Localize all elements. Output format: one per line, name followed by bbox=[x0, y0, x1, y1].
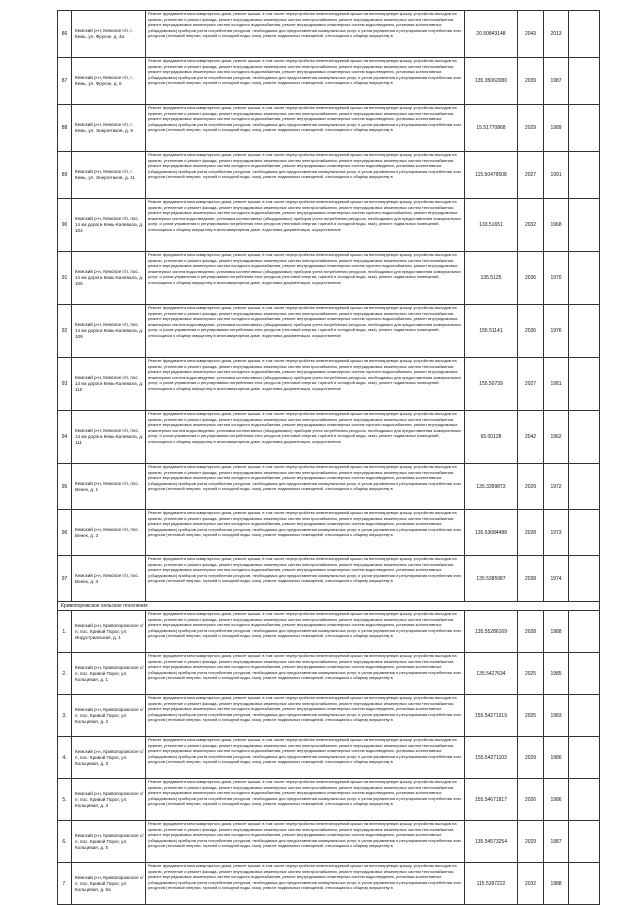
table-row bbox=[58, 252, 600, 305]
row-number: 2. bbox=[58, 653, 72, 695]
row-repair-year: 2028 bbox=[518, 611, 544, 653]
row-build-year: 1985 bbox=[544, 653, 569, 695]
row-repair-year: 2032 bbox=[518, 199, 544, 252]
row-value: 135.35062080 bbox=[465, 58, 518, 105]
row-works-description: Ремонт фундамента многоквартирного дома, ремонт крыши, в том числе переустройство невентилируемой крыши на вентилируемую крышу, устройство выходов на кровлю, утепление и ремонт фасада, ремонт внутридомовых инженерных систем электроснабжения, ремонт внутридомовых инженерных систем теплоснабжения, ремонт внутридомовых инженерных систем холодного водоснабжения, ремонт внутридомовых инженерных систем водоотведения, установка коллективных (общедомовых) приборов учета потребления ресурсов, необходимых для предоставления коммунальных услуг, и узлов управления и регулирования потребления этих ресурсов (тепловой энергии, горячей и холодной воды, газа), ремонт подвальных помещений, относящихся к общему имуществу в bbox=[146, 464, 465, 510]
table-row bbox=[58, 653, 600, 695]
row-value: 65.00128 bbox=[465, 411, 518, 464]
table-row bbox=[58, 411, 600, 464]
row-number: 6. bbox=[58, 821, 72, 863]
row-works-description: Ремонт фундамента многоквартирного дома, ремонт крыши, в том числе переустройство невентилируемой крыши на вентилируемую крышу, устройство выходов на кровлю, утепление и ремонт фасада, ремонт внутридомовых инженерных систем электроснабжения, ремонт внутридомовых инженерных систем теплоснабжения, ремонт внутридомовых инженерных систем холодного водоснабжения, ремонт внутридомовых инженерных систем горячего водоснабжения, ремонт внутридомовых инженерных систем водоотведения, установка коллективных (общедомовых) приборов учета потребления ресурсов, необходимых для предоставления коммунальных услуг, и узлов управления и регулирования потребления этих ресурсов (тепловой энергии, горячей и холодной воды, газа), ремонт подвальных помещений, относящихся к общему имуществу в многоквартирном доме, подготовка документации, осуществление bbox=[146, 252, 465, 305]
row-address: Кемский р-н, Кемское г/п, пос. Венек, д. 3 bbox=[72, 556, 146, 602]
row-value: 115.5397222 bbox=[465, 863, 518, 905]
row-value: 155.51141 bbox=[465, 305, 518, 358]
row-build-year: 1989 bbox=[544, 105, 569, 152]
document-page bbox=[57, 10, 585, 905]
row-value: 155.54271319 bbox=[465, 695, 518, 737]
table-section-14km bbox=[58, 199, 600, 464]
row-value: 155.50739 bbox=[465, 358, 518, 411]
row-address: Кемский р-н, Кривопорожское с/п, пос. Кривой Порог, ул. Кольцевая, д. 4 bbox=[72, 779, 146, 821]
row-value: 135.53684488 bbox=[465, 510, 518, 556]
row-address: Кемский р-н, Кривопорожское с/п, пос. Кривой Порог, ул. Кольцевая, д. 5а bbox=[72, 863, 146, 905]
row-repair-year: 2036 bbox=[518, 305, 544, 358]
row-build-year: 1988 bbox=[544, 611, 569, 653]
row-address: Кемский р-н, Кривопорожское с/п, пос. Кривой Порог, ул. Кольцевая, д. 1 bbox=[72, 653, 146, 695]
row-build-year: 1974 bbox=[544, 556, 569, 602]
row-build-year: 2013 bbox=[544, 11, 569, 58]
section-header-row bbox=[58, 602, 600, 611]
row-address: Кемский р-н, Кемское г/п, пос. Венек, д. 3 bbox=[72, 510, 146, 556]
row-repair-year: 2038 bbox=[518, 556, 544, 602]
row-address: Кемский р-н, Кемское г/п, г. Кемь, ул. Фрунзе, д. 4а bbox=[72, 11, 146, 58]
row-number: 1. bbox=[58, 611, 72, 653]
row-repair-year: 2027 bbox=[518, 358, 544, 411]
row-empty-cell bbox=[569, 821, 600, 863]
table-row bbox=[58, 58, 600, 105]
row-value: 135.5125 bbox=[465, 252, 518, 305]
row-works-description: Ремонт фундамента многоквартирного дома, ремонт крыши, в том числе переустройство невентилируемой крыши на вентилируемую крышу, устройство выходов на кровлю, утепление и ремонт фасада, ремонт внутридомовых инженерных систем электроснабжения, ремонт внутридомовых инженерных систем теплоснабжения, ремонт внутридомовых инженерных систем холодного водоснабжения, ремонт внутридомовых инженерных систем горячего водоснабжения, ремонт внутридомовых инженерных систем водоотведения, установка коллективных (общедомовых) приборов учета потребления ресурсов, необходимых для предоставления коммунальных услуг, и узлов управления и регулирования потребления этих ресурсов (тепловой энергии, горячей и холодной воды, газа), ремонт подвальных помещений, относящихся к общему имуществу в многоквартирном доме, подготовка документации, осуществление bbox=[146, 199, 465, 252]
row-number: 91 bbox=[58, 252, 72, 305]
row-address: Кемский р-н, Кемское г/п, пос. 14 км дороги Кемь-Калевала, д. 105 bbox=[72, 252, 146, 305]
row-works-description: Ремонт фундамента многоквартирного дома, ремонт крыши, в том числе переустройство невентилируемой крыши на вентилируемую крышу, устройство выходов на кровлю, утепление и ремонт фасада, ремонт внутридомовых инженерных систем электроснабжения, ремонт внутридомовых инженерных систем теплоснабжения, ремонт внутридомовых инженерных систем холодного водоснабжения, ремонт внутридомовых инженерных систем водоотведения, установка коллективных (общедомовых) приборов учета потребления ресурсов, необходимых для предоставления коммунальных услуг, и узлов управления и регулирования потребления этих ресурсов (тепловой энергии, горячей и холодной воды, газа), ремонт подвальных помещений, относящихся к общему имуществу в bbox=[146, 695, 465, 737]
row-build-year: 1973 bbox=[544, 510, 569, 556]
row-works-description: Ремонт фундамента многоквартирного дома, ремонт крыши, в том числе переустройство невентилируемой крыши на вентилируемую крышу, устройство выходов на кровлю, утепление и ремонт фасада, ремонт внутридомовых инженерных систем электроснабжения, ремонт внутридомовых инженерных систем теплоснабжения, ремонт внутридомовых инженерных систем холодного водоснабжения, ремонт внутридомовых инженерных систем водоотведения, установка коллективных (общедомовых) приборов учета потребления ресурсов, необходимых для предоставления коммунальных услуг, и узлов управления и регулирования потребления этих ресурсов (тепловой энергии, горячей и холодной воды, газа), ремонт подвальных помещений, относящихся к общему имуществу в bbox=[146, 510, 465, 556]
row-repair-year: 2039 bbox=[518, 58, 544, 105]
table-section-header bbox=[58, 602, 600, 611]
row-build-year: 1972 bbox=[544, 464, 569, 510]
row-works-description: Ремонт фундамента многоквартирного дома, ремонт крыши, в том числе переустройство невентилируемой крыши на вентилируемую крышу, устройство выходов на кровлю, утепление и ремонт фасада, ремонт внутридомовых инженерных систем электроснабжения, ремонт внутридомовых инженерных систем теплоснабжения, ремонт внутридомовых инженерных систем холодного водоснабжения, ремонт внутридомовых инженерных систем горячего водоснабжения, ремонт внутридомовых инженерных систем водоотведения, установка коллективных (общедомовых) приборов учета потребления ресурсов, необходимых для предоставления коммунальных услуг, и узлов управления и регулирования потребления этих ресурсов (тепловой энергии, горячей и холодной воды, газа), ремонт подвальных помещений, относящихся к общему имуществу в многоквартирном доме, подготовка документации, осуществление bbox=[146, 358, 465, 411]
row-empty-cell bbox=[569, 358, 600, 411]
row-build-year: 1981 bbox=[544, 358, 569, 411]
row-repair-year: 2027 bbox=[518, 152, 544, 199]
row-address: Кемский р-н, Кривопорожское с/п, пос. Кривой Порог, ул. Кольцевая, д. 2 bbox=[72, 695, 146, 737]
row-works-description: Ремонт фундамента многоквартирного дома, ремонт крыши, в том числе переустройство невентилируемой крыши на вентилируемую крышу, устройство выходов на кровлю, утепление и ремонт фасада, ремонт внутридомовых инженерных систем электроснабжения, ремонт внутридомовых инженерных систем теплоснабжения, ремонт внутридомовых инженерных систем холодного водоснабжения, ремонт внутридомовых инженерных систем водоотведения, установка коллективных (общедомовых) приборов учета потребления ресурсов, необходимых для предоставления коммунальных услуг, и узлов управления и регулирования потребления этих ресурсов (тепловой энергии, горячей и холодной воды, газа), ремонт подвальных помещений, относящихся к общему имуществу в bbox=[146, 58, 465, 105]
row-address: Кемский р-н, Кемское г/п, г. Кемь, ул. Энергетиков, д. 9 bbox=[72, 105, 146, 152]
row-empty-cell bbox=[569, 305, 600, 358]
row-address: Кемский р-н, Кемское г/п, пос. 14 км дороги Кемь-Калевала, д. 111 bbox=[72, 411, 146, 464]
row-address: Кемский р-н, Кривопорожское с/п, пос. Кривой Порог, ул. Кольцевая, д. 5 bbox=[72, 821, 146, 863]
row-repair-year: 2029 bbox=[518, 821, 544, 863]
row-repair-year: 2029 bbox=[518, 464, 544, 510]
row-number: 96 bbox=[58, 510, 72, 556]
row-address: Кемский р-н, Кемское г/п, г. Кемь, ул. Энергетиков, д. 11 bbox=[72, 152, 146, 199]
row-build-year: 1986 bbox=[544, 779, 569, 821]
row-works-description: Ремонт фундамента многоквартирного дома, ремонт крыши, в том числе переустройство невентилируемой крыши на вентилируемую крышу, устройство выходов на кровлю, утепление и ремонт фасада, ремонт внутридомовых инженерных систем электроснабжения, ремонт внутридомовых инженерных систем теплоснабжения, ремонт внутридомовых инженерных систем холодного водоснабжения, ремонт внутридомовых инженерных систем водоотведения, установка коллективных (общедомовых) приборов учета потребления ресурсов, необходимых для предоставления коммунальных услуг, и узлов управления и регулирования потребления этих ресурсов (тепловой энергии, горячей и холодной воды, газа), ремонт подвальных помещений, относящихся к общему имуществу в bbox=[146, 737, 465, 779]
row-empty-cell bbox=[569, 152, 600, 199]
row-repair-year: 2032 bbox=[518, 863, 544, 905]
table-row bbox=[58, 464, 600, 510]
row-value: 135.5427634 bbox=[465, 653, 518, 695]
row-empty-cell bbox=[569, 510, 600, 556]
row-address: Кемский р-н, Кемское г/п, г. Кемь, ул. Фрунзе, д. 6 bbox=[72, 58, 146, 105]
row-number: 89 bbox=[58, 152, 72, 199]
row-build-year: 1991 bbox=[544, 152, 569, 199]
row-build-year: 1976 bbox=[544, 305, 569, 358]
table-row bbox=[58, 611, 600, 653]
row-number: 95 bbox=[58, 464, 72, 510]
row-address: Кемский р-н, Кемское г/п, пос. 14 км дороги Кемь-Калевала, д. 104 bbox=[72, 199, 146, 252]
row-empty-cell bbox=[569, 11, 600, 58]
row-empty-cell bbox=[569, 737, 600, 779]
section-title: Кривопорожское сельское поселение bbox=[58, 602, 600, 611]
table-section-venek bbox=[58, 464, 600, 602]
capital-repair-table bbox=[57, 10, 600, 905]
row-build-year: 1987 bbox=[544, 58, 569, 105]
table-row bbox=[58, 863, 600, 905]
row-build-year: 1968 bbox=[544, 199, 569, 252]
row-address: Кемский р-н, Кемское г/п, пос. 14 км дороги Кемь-Калевала, д. 109 bbox=[72, 305, 146, 358]
row-repair-year: 2026 bbox=[518, 779, 544, 821]
row-value: 20.50843148 bbox=[465, 11, 518, 58]
table-row bbox=[58, 11, 600, 58]
row-repair-year: 2025 bbox=[518, 695, 544, 737]
row-number: 5. bbox=[58, 779, 72, 821]
row-repair-year: 2042 bbox=[518, 411, 544, 464]
table-section-krivoporozhskoe bbox=[58, 611, 600, 905]
row-works-description: Ремонт фундамента многоквартирного дома, ремонт крыши, в том числе переустройство невентилируемой крыши на вентилируемую крышу, устройство выходов на кровлю, утепление и ремонт фасада, ремонт внутридомовых инженерных систем электроснабжения, ремонт внутридомовых инженерных систем теплоснабжения, ремонт внутридомовых инженерных систем холодного водоснабжения, ремонт внутридомовых инженерных систем горячего водоснабжения, ремонт внутридомовых инженерных систем водоотведения, установка коллективных (общедомовых) приборов учета потребления ресурсов, необходимых для предоставления коммунальных услуг, и узлов управления и регулирования потребления этих ресурсов (тепловой энергии, горячей и холодной воды, газа), ремонт подвальных помещений, относящихся к общему имуществу в многоквартирном доме, подготовка документации, осуществление bbox=[146, 305, 465, 358]
row-build-year: 1983 bbox=[544, 695, 569, 737]
table-row bbox=[58, 821, 600, 863]
row-number: 7. bbox=[58, 863, 72, 905]
row-number: 4. bbox=[58, 737, 72, 779]
table-row bbox=[58, 737, 600, 779]
row-empty-cell bbox=[569, 779, 600, 821]
row-number: 94 bbox=[58, 411, 72, 464]
row-works-description: Ремонт фундамента многоквартирного дома, ремонт крыши, в том числе переустройство невентилируемой крыши на вентилируемую крышу, устройство выходов на кровлю, утепление и ремонт фасада, ремонт внутридомовых инженерных систем электроснабжения, ремонт внутридомовых инженерных систем теплоснабжения, ремонт внутридомовых инженерных систем холодного водоснабжения, ремонт внутридомовых инженерных систем водоотведения, установка коллективных (общедомовых) приборов учета потребления ресурсов, необходимых для предоставления коммунальных услуг, и узлов управления и регулирования потребления этих ресурсов (тепловой энергии, горячей и холодной воды, газа), ремонт подвальных помещений, относящихся к общему имуществу в bbox=[146, 863, 465, 905]
row-address: Кемский р-н, Кемское г/п, пос. 14 км дороги Кемь-Калевала, д. 110 bbox=[72, 358, 146, 411]
row-value: 133.51651 bbox=[465, 199, 518, 252]
row-works-description: Ремонт фундамента многоквартирного дома, ремонт крыши, в том числе переустройство невентилируемой крыши на вентилируемую крышу, устройство выходов на кровлю, утепление и ремонт фасада, ремонт внутридомовых инженерных систем электроснабжения, ремонт внутридомовых инженерных систем теплоснабжения, ремонт внутридомовых инженерных систем холодного водоснабжения, ремонт внутридомовых инженерных систем водоотведения, установка коллективных (общедомовых) приборов учета потребления ресурсов, необходимых для предоставления коммунальных услуг, и узлов управления и регулирования потребления этих ресурсов (тепловой энергии, горячей и холодной воды, газа), ремонт подвальных помещений, относящихся к общему имуществу в bbox=[146, 105, 465, 152]
table-row bbox=[58, 199, 600, 252]
row-number: 97 bbox=[58, 556, 72, 602]
row-address: Кемский р-н, Кемское г/п, пос. Венек, д. 1 bbox=[72, 464, 146, 510]
row-value: 155.54271103 bbox=[465, 737, 518, 779]
table-row bbox=[58, 105, 600, 152]
table-row bbox=[58, 305, 600, 358]
row-value: 135.55286169 bbox=[465, 611, 518, 653]
table-row bbox=[58, 152, 600, 199]
row-address: Кемский р-н, Кривопорожское с/п, пос. Кривой Порог, ул. Индустриальная, д. 1 bbox=[72, 611, 146, 653]
row-empty-cell bbox=[569, 105, 600, 152]
row-works-description: Ремонт фундамента многоквартирного дома, ремонт крыши, в том числе переустройство невентилируемой крыши на вентилируемую крышу, устройство выходов на кровлю, утепление и ремонт фасада, ремонт внутридомовых инженерных систем электроснабжения, ремонт внутридомовых инженерных систем теплоснабжения, ремонт внутридомовых инженерных систем холодного водоснабжения, ремонт внутридомовых инженерных систем водоотведения, установка коллективных (общедомовых) приборов учета потребления ресурсов, необходимых для предоставления коммунальных услуг, и узлов управления и регулирования потребления этих ресурсов (тепловой энергии, горячей и холодной воды, газа), ремонт подвальных помещений, относящихся к общему имуществу в bbox=[146, 152, 465, 199]
row-value: 135.3399873 bbox=[465, 464, 518, 510]
row-address: Кемский р-н, Кривопорожское с/п, пос. Кривой Порог, ул. Кольцевая, д. 3 bbox=[72, 737, 146, 779]
row-build-year: 1962 bbox=[544, 411, 569, 464]
row-empty-cell bbox=[569, 411, 600, 464]
row-number: 92 bbox=[58, 305, 72, 358]
row-repair-year: 2029 bbox=[518, 105, 544, 152]
row-number: 90 bbox=[58, 199, 72, 252]
row-number: 88 bbox=[58, 105, 72, 152]
row-value: 135.54573254 bbox=[465, 821, 518, 863]
row-works-description: Ремонт фундамента многоквартирного дома, ремонт крыши, в том числе переустройство невентилируемой крыши на вентилируемую крышу, устройство выходов на кровлю, утепление и ремонт фасада, ремонт внутридомовых инженерных систем электроснабжения, ремонт внутридомовых инженерных систем теплоснабжения, ремонт внутридомовых инженерных систем холодного водоснабжения, ремонт внутридомовых инженерных систем водоотведения, установка коллективных (общедомовых) приборов учета потребления ресурсов, необходимых для предоставления коммунальных услуг, и узлов управления и регулирования потребления этих ресурсов (тепловой энергии, горячей и холодной воды, газа), ремонт подвальных помещений, относящихся к общему имуществу в bbox=[146, 821, 465, 863]
row-number: 93 bbox=[58, 358, 72, 411]
row-empty-cell bbox=[569, 464, 600, 510]
row-repair-year: 2029 bbox=[518, 737, 544, 779]
row-number: 87 bbox=[58, 58, 72, 105]
row-empty-cell bbox=[569, 556, 600, 602]
row-build-year: 1987 bbox=[544, 821, 569, 863]
table-section-kem-town bbox=[58, 11, 600, 199]
table-row bbox=[58, 358, 600, 411]
row-works-description: Ремонт фундамента многоквартирного дома, ремонт крыши, в том числе переустройство невентилируемой крыши на вентилируемую крышу, устройство выходов на кровлю, утепление и ремонт фасада, ремонт внутридомовых инженерных систем электроснабжения, ремонт внутридомовых инженерных систем теплоснабжения, ремонт внутридомовых инженерных систем холодного водоснабжения, ремонт внутридомовых инженерных систем водоотведения, установка коллективных (общедомовых) приборов учета потребления ресурсов, необходимых для предоставления коммунальных услуг, и узлов управления и регулирования потребления этих ресурсов (тепловой энергии, горячей и холодной воды, газа), ремонт подвальных помещений, относящихся к общему имуществу в bbox=[146, 11, 465, 58]
table-row bbox=[58, 556, 600, 602]
row-repair-year: 2028 bbox=[518, 510, 544, 556]
table-row bbox=[58, 510, 600, 556]
table-row bbox=[58, 779, 600, 821]
row-empty-cell bbox=[569, 611, 600, 653]
row-empty-cell bbox=[569, 653, 600, 695]
row-repair-year: 2043 bbox=[518, 11, 544, 58]
row-works-description: Ремонт фундамента многоквартирного дома, ремонт крыши, в том числе переустройство невентилируемой крыши на вентилируемую крышу, устройство выходов на кровлю, утепление и ремонт фасада, ремонт внутридомовых инженерных систем электроснабжения, ремонт внутридомовых инженерных систем теплоснабжения, ремонт внутридомовых инженерных систем холодного водоснабжения, ремонт внутридомовых инженерных систем водоотведения, установка коллективных (общедомовых) приборов учета потребления ресурсов, необходимых для предоставления коммунальных услуг, и узлов управления и регулирования потребления этих ресурсов (тепловой энергии, горячей и холодной воды, газа), ремонт подвальных помещений, относящихся к общему имуществу в bbox=[146, 653, 465, 695]
row-empty-cell bbox=[569, 199, 600, 252]
row-value: 135.5385987 bbox=[465, 556, 518, 602]
row-empty-cell bbox=[569, 252, 600, 305]
row-empty-cell bbox=[569, 58, 600, 105]
row-works-description: Ремонт фундамента многоквартирного дома, ремонт крыши, в том числе переустройство невентилируемой крыши на вентилируемую крышу, устройство выходов на кровлю, утепление и ремонт фасада, ремонт внутридомовых инженерных систем электроснабжения, ремонт внутридомовых инженерных систем теплоснабжения, ремонт внутридомовых инженерных систем холодного водоснабжения, ремонт внутридомовых инженерных систем водоотведения, установка коллективных (общедомовых) приборов учета потребления ресурсов, необходимых для предоставления коммунальных услуг, и узлов управления и регулирования потребления этих ресурсов (тепловой энергии, горячей и холодной воды, газа), ремонт подвальных помещений, относящихся к общему имуществу в bbox=[146, 779, 465, 821]
row-works-description: Ремонт фундамента многоквартирного дома, ремонт крыши, в том числе переустройство невентилируемой крыши на вентилируемую крышу, устройство выходов на кровлю, утепление и ремонт фасада, ремонт внутридомовых инженерных систем электроснабжения, ремонт внутридомовых инженерных систем теплоснабжения, ремонт внутридомовых инженерных систем холодного водоснабжения, ремонт внутридомовых инженерных систем горячего водоснабжения, ремонт внутридомовых инженерных систем водоотведения, установка коллективных (общедомовых) приборов учета потребления ресурсов, необходимых для предоставления коммунальных услуг, и узлов управления и регулирования потребления этих ресурсов (тепловой энергии, горячей и холодной воды, газа), ремонт подвальных помещений, относящихся к общему имуществу в многоквартирном доме, подготовка документации, осуществление bbox=[146, 411, 465, 464]
table-row bbox=[58, 695, 600, 737]
row-build-year: 1986 bbox=[544, 737, 569, 779]
row-number: 86 bbox=[58, 11, 72, 58]
row-value: 15.51770868 bbox=[465, 105, 518, 152]
row-build-year: 1970 bbox=[544, 252, 569, 305]
row-works-description: Ремонт фундамента многоквартирного дома, ремонт крыши, в том числе переустройство невентилируемой крыши на вентилируемую крышу, устройство выходов на кровлю, утепление и ремонт фасада, ремонт внутридомовых инженерных систем электроснабжения, ремонт внутридомовых инженерных систем теплоснабжения, ремонт внутридомовых инженерных систем холодного водоснабжения, ремонт внутридомовых инженерных систем водоотведения, установка коллективных (общедомовых) приборов учета потребления ресурсов, необходимых для предоставления коммунальных услуг, и узлов управления и регулирования потребления этих ресурсов (тепловой энергии, горячей и холодной воды, газа), ремонт подвальных помещений, относящихся к общему имуществу в bbox=[146, 556, 465, 602]
row-empty-cell bbox=[569, 695, 600, 737]
row-works-description: Ремонт фундамента многоквартирного дома, ремонт крыши, в том числе переустройство невентилируемой крыши на вентилируемую крышу, устройство выходов на кровлю, утепление и ремонт фасада, ремонт внутридомовых инженерных систем электроснабжения, ремонт внутридомовых инженерных систем теплоснабжения, ремонт внутридомовых инженерных систем холодного водоснабжения, ремонт внутридомовых инженерных систем водоотведения, установка коллективных (общедомовых) приборов учета потребления ресурсов, необходимых для предоставления коммунальных услуг, и узлов управления и регулирования потребления этих ресурсов (тепловой энергии, горячей и холодной воды, газа), ремонт подвальных помещений, относящихся к общему имуществу в bbox=[146, 611, 465, 653]
row-value: 115.50479508 bbox=[465, 152, 518, 199]
row-repair-year: 2036 bbox=[518, 252, 544, 305]
row-build-year: 1988 bbox=[544, 863, 569, 905]
row-number: 3. bbox=[58, 695, 72, 737]
row-value: 155.54671817 bbox=[465, 779, 518, 821]
row-repair-year: 2025 bbox=[518, 653, 544, 695]
row-empty-cell bbox=[569, 863, 600, 905]
